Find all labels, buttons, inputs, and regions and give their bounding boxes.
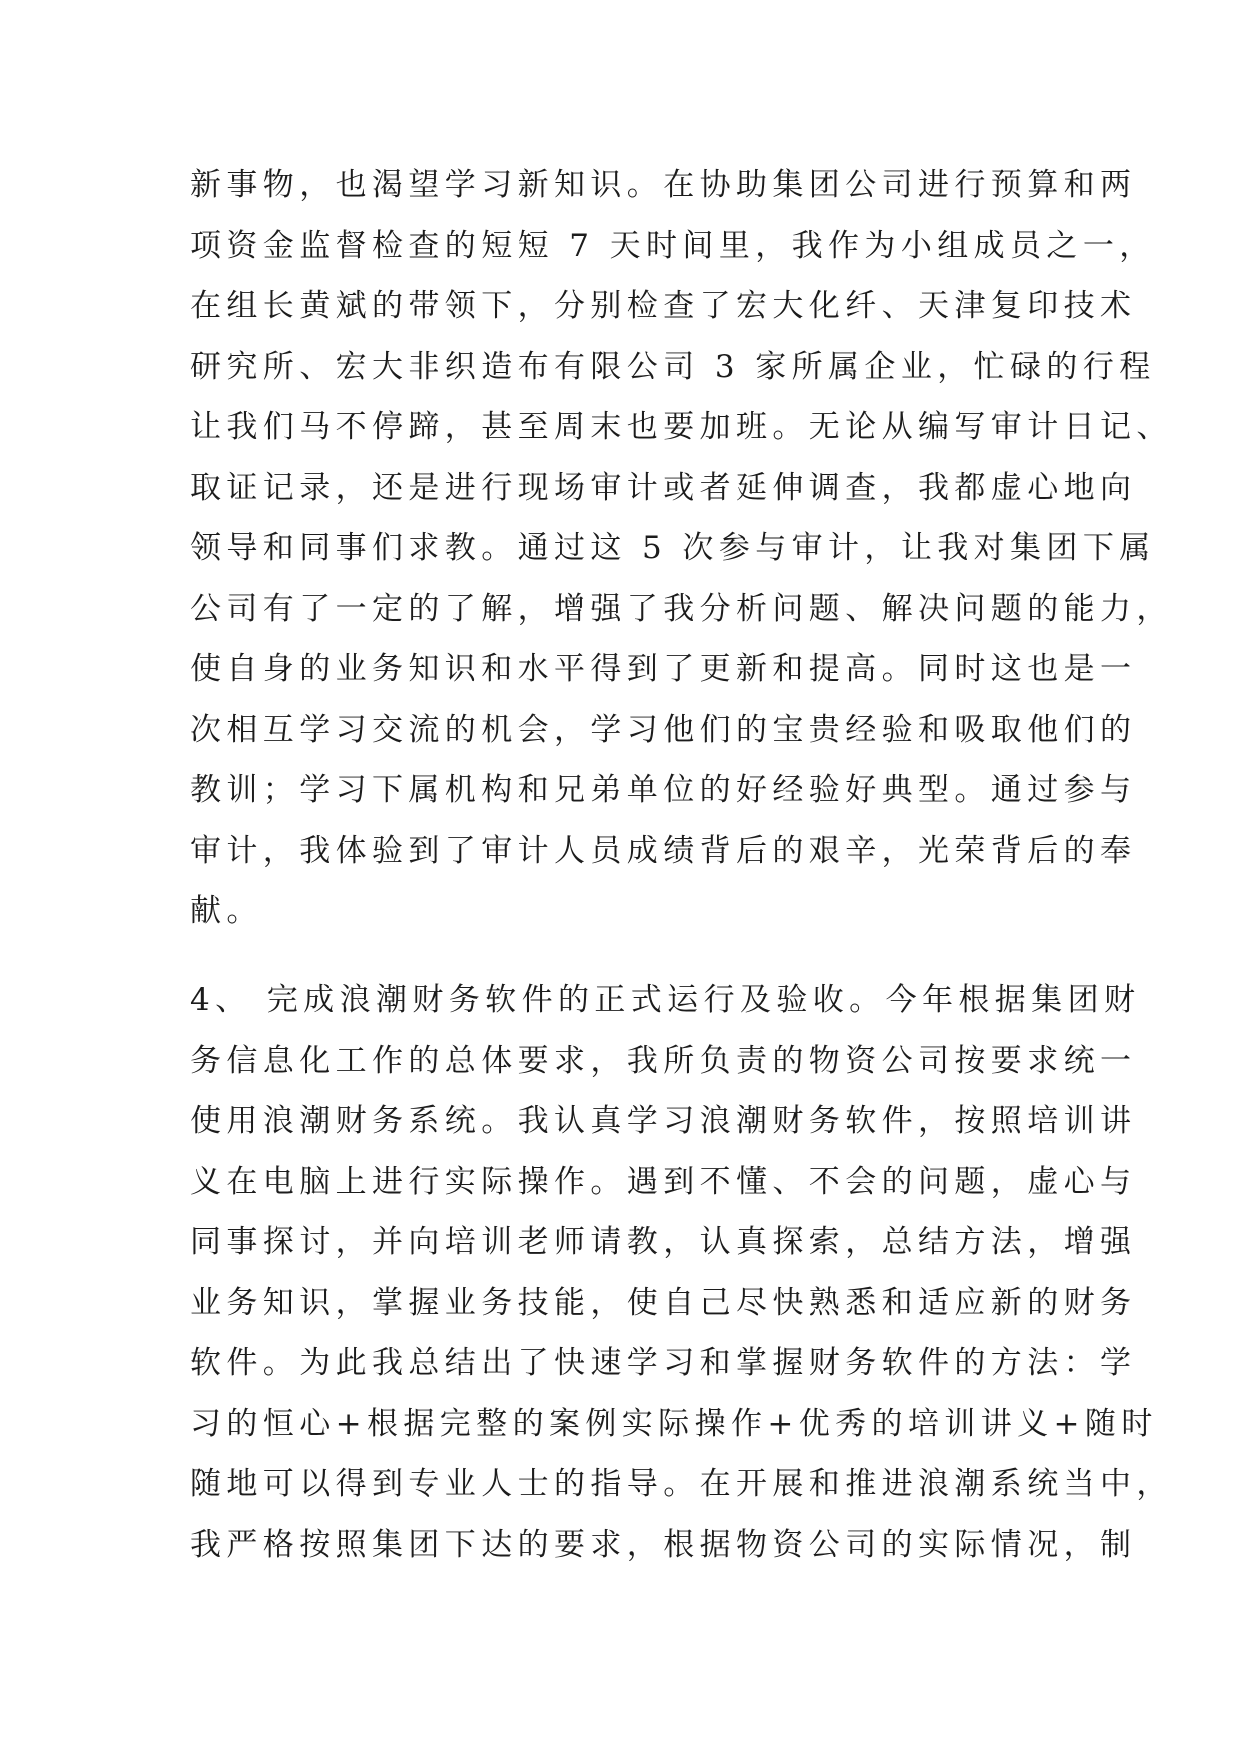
text-line: 领导和同事们求教。通过这 5 次参与审计，让我对集团下属 [190,530,1156,566]
paragraph-audit-experience [190,155,1173,942]
text-line: 公司有了一定的了解，增强了我分析问题、解决问题的能力， [190,590,1173,627]
text-line: 随地可以得到专业人士的指导。在开展和推进浪潮系统当中， [190,1466,1173,1502]
text-line: 新事物，也渴望学习新知识。在协助集团公司进行预算和两 [190,167,1137,203]
text-line: 献。 [190,893,263,929]
text-line: 务信息化工作的总体要求，我所负责的物资公司按要求统一 [190,1042,1137,1079]
text-line: 项资金监督检查的短短 7 天时间里，我作为小组成员之一， [190,227,1156,264]
text-line: 同事探讨，并向培训老师请教，认真探索，总结方法，增强 [190,1224,1137,1260]
text-line: 审计，我体验到了审计人员成绩背后的艰辛，光荣背后的奉 [190,832,1137,869]
text-line: 义在电脑上进行实际操作。遇到不懂、不会的问题，虚心与 [190,1163,1137,1200]
paragraph-inspur-software [190,970,1173,1575]
text-line: 习的恒心+根据完整的案例实际操作+优秀的培训讲义+随时 [190,1405,1158,1442]
text-line: 使用浪潮财务系统。我认真学习浪潮财务软件，按照培训讲 [190,1103,1137,1139]
text-line: 取证记录，还是进行现场审计或者延伸调查，我都虚心地向 [190,469,1137,506]
text-line: 4、 完成浪潮财务软件的正式运行及验收。今年根据集团财 [190,982,1141,1018]
text-line: 教训；学习下属机构和兄弟单位的好经验好典型。通过参与 [190,772,1137,808]
text-line: 研究所、宏大非织造布有限公司 3 家所属企业，忙碌的行程 [190,348,1156,385]
text-line: 让我们马不停蹄，甚至周末也要加班。无论从编写审计日记、 [190,409,1173,445]
text-line: 业务知识，掌握业务技能，使自己尽快熟悉和适应新的财务 [190,1284,1137,1321]
text-line: 我严格按照集团下达的要求，根据物资公司的实际情况，制 [190,1526,1137,1563]
text-line: 使自身的业务知识和水平得到了更新和提高。同时这也是一 [190,651,1137,687]
text-line: 在组长黄斌的带领下，分别检查了宏大化纤、天津复印技术 [190,288,1137,324]
text-line: 软件。为此我总结出了快速学习和掌握财务软件的方法：学 [190,1345,1137,1381]
text-line: 次相互学习交流的机会，学习他们的宝贵经验和吸取他们的 [190,711,1137,748]
